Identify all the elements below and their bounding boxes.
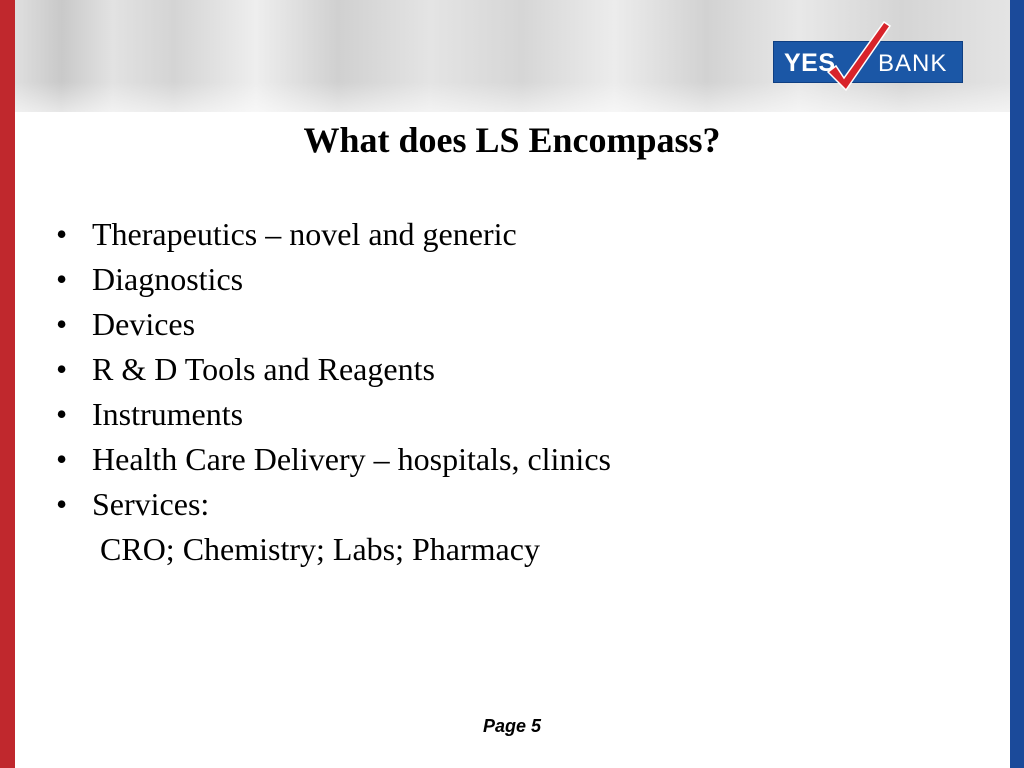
list-item [52,212,611,257]
services-detail: CRO; Chemistry; Labs; Pharmacy [100,531,540,567]
list-item [52,302,611,347]
list-item-label: Instruments [92,396,244,432]
checkmark-icon [822,16,892,94]
slide-title: What does LS Encompass? [303,120,721,160]
logo-word-yes: YES [784,49,836,77]
bullet-list [52,212,611,527]
yes-bank-logo [773,41,963,83]
list-item [52,437,611,482]
list-item-label: Services: [92,486,210,522]
left-accent-bar [0,0,15,768]
list-item-label: Health Care Delivery – hospitals, clinics [92,441,611,477]
list-item [52,392,611,437]
bullet-marker: • [56,396,68,432]
list-item [52,257,611,302]
right-accent-bar [1010,0,1024,768]
logo-word-bank: BANK [878,50,948,77]
page-number: Page 5 [482,716,542,736]
list-item [52,482,611,527]
list-item-label: Therapeutics – novel and generic [92,216,517,252]
bullet-marker: • [56,441,68,477]
bullet-marker: • [56,486,68,522]
checkmark-shape [828,22,890,90]
list-item-label: R & D Tools and Reagents [92,351,435,387]
bullet-marker: • [56,216,68,252]
list-item-label: Devices [92,306,196,342]
bullet-marker: • [56,306,68,342]
list-item-label: Diagnostics [92,261,244,297]
bullet-marker: • [56,261,68,297]
list-item [52,347,611,392]
bullet-marker: • [56,351,68,387]
